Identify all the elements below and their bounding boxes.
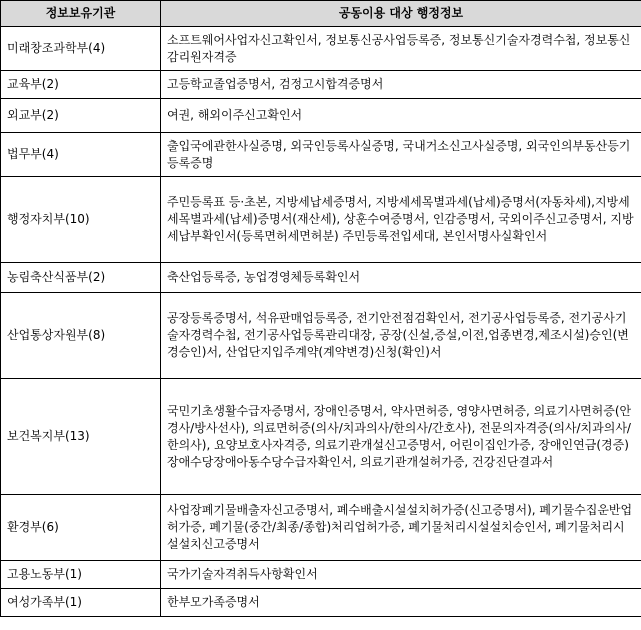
documents-cell: 주민등록표 등·초본, 지방세납세증명서, 지방세세목별과세(납세)증명서(자동차세),지방세세목별과세(납세)증명서(재산세), 상훈수여증명서, 인감증명서, 국외이주신고증명서, 지방세납부확인서(등록면허세면허분) 주민등록전입세대, 본인서명사실확인서 (161, 177, 641, 263)
agency-column-header: 정보보유기관 (1, 1, 161, 27)
documents-cell: 국가기술자격취득사항확인서 (161, 561, 641, 589)
table-header-row (1, 1, 641, 27)
table-row (1, 379, 641, 495)
table-row (1, 99, 641, 133)
table-row (1, 133, 641, 177)
agency-cell: 외교부(2) (1, 99, 161, 133)
documents-cell: 소프트웨어사업자신고확인서, 정보통신공사업등록증, 정보통신기술자경력수첩, 정보통신감리원자격증 (161, 27, 641, 71)
agency-cell: 행정자치부(10) (1, 177, 161, 263)
agency-cell: 미래창조과학부(4) (1, 27, 161, 71)
table-row (1, 71, 641, 99)
table-row (1, 589, 641, 617)
documents-column-header: 공동이용 대상 행정정보 (161, 1, 641, 27)
table-row (1, 495, 641, 561)
table-row (1, 263, 641, 293)
documents-cell: 축산업등록증, 농업경영체등록확인서 (161, 263, 641, 293)
agency-cell: 여성가족부(1) (1, 589, 161, 617)
agency-cell: 환경부(6) (1, 495, 161, 561)
documents-cell: 국민기초생활수급자증명서, 장애인증명서, 약사면허증, 영양사면허증, 의료기사면허증(안경사/방사선사), 의료면허증(의사/치과의사/한의사/간호사), 전문의자격증(의사/치과의사/한의사), 요양보호사자격증, 의료기관개설신고증명서, 어린이집인가증, 장애인연금(경증)장애수당장애아동수당수급자확인서, 의료기관개설허가증, 건강진단결과서 (161, 379, 641, 495)
table-row (1, 293, 641, 379)
agency-cell: 법무부(4) (1, 133, 161, 177)
table-row (1, 561, 641, 589)
documents-cell: 출입국에관한사실증명, 외국인등록사실증명, 국내거소신고사실증명, 외국인의부동산등기등록증명 (161, 133, 641, 177)
agency-cell: 산업통상자원부(8) (1, 293, 161, 379)
documents-cell: 사업장폐기물배출자신고증명서, 폐수배출시설설치허가증(신고증명서), 폐기물수집운반업허가증, 폐기물(중간/최종/종합)처리업허가증, 폐기물처리시설설치승인서, 폐기물처리시설설치신고증명서 (161, 495, 641, 561)
documents-cell: 고등학교졸업증명서, 검정고시합격증명서 (161, 71, 641, 99)
documents-cell: 여권, 해외이주신고확인서 (161, 99, 641, 133)
table-row (1, 27, 641, 71)
agency-cell: 농림축산식품부(2) (1, 263, 161, 293)
documents-cell: 공장등록증명서, 석유판매업등록증, 전기안전점검확인서, 전기공사업등록증, 전기공사기술자경력수첩, 전기공사업등록관리대장, 공장(신설,증설,이전,업종변경,제조시설)승인(변경승인)서, 산업단지입주계약(계약변경)신청(확인)서 (161, 293, 641, 379)
agency-cell: 교육부(2) (1, 71, 161, 99)
documents-cell: 한부모가족증명서 (161, 589, 641, 617)
agency-cell: 고용노동부(1) (1, 561, 161, 589)
agency-cell: 보건복지부(13) (1, 379, 161, 495)
table-row (1, 177, 641, 263)
